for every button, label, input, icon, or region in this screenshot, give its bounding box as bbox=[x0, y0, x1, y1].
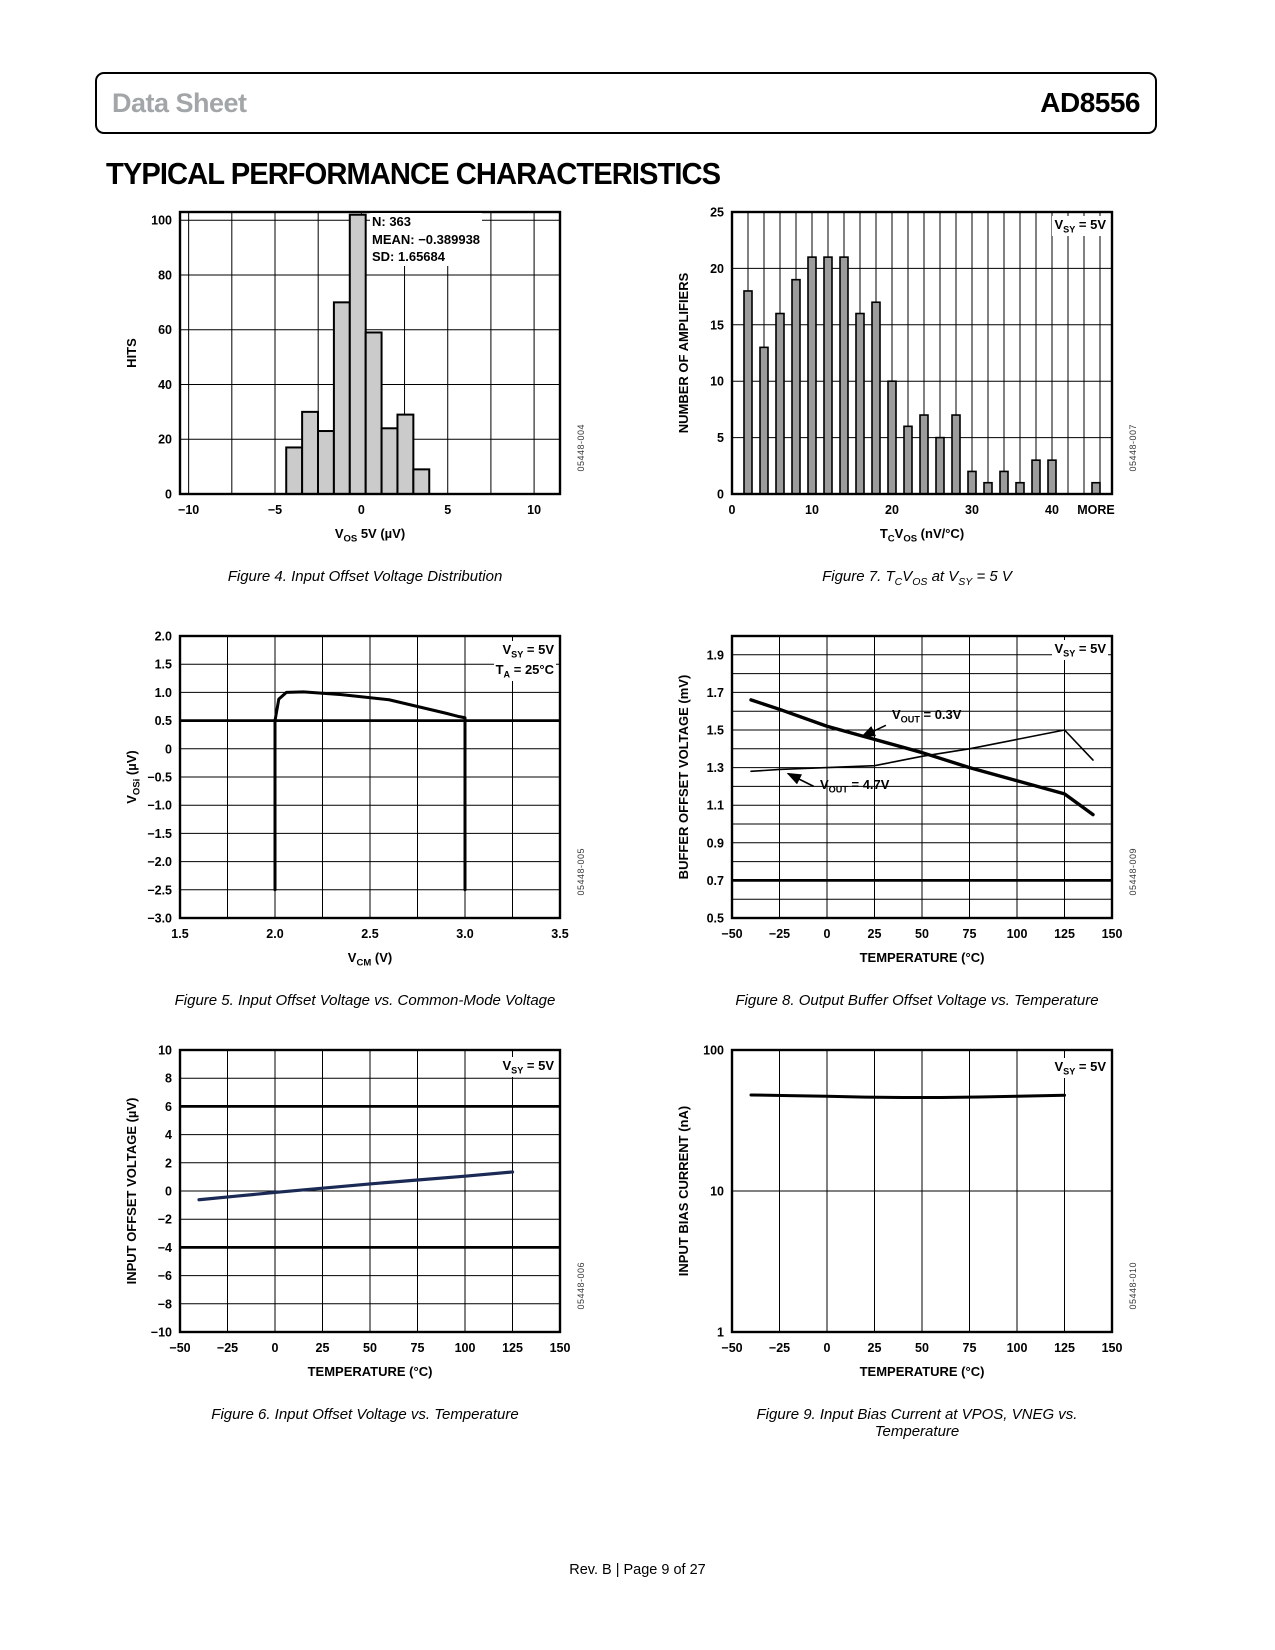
figure-8-plot bbox=[672, 620, 1142, 970]
x-tick-label: MORE bbox=[1077, 503, 1115, 517]
figure-7-plot bbox=[672, 196, 1142, 546]
y-axis-label: NUMBER OF AMPLIFIERS bbox=[676, 272, 691, 434]
histogram-bar bbox=[984, 483, 992, 494]
y-axis-label: INPUT OFFSET VOLTAGE (µV) bbox=[124, 1097, 139, 1285]
x-tick-label: 100 bbox=[1006, 1341, 1028, 1355]
section-title: TYPICAL PERFORMANCE CHARACTERISTICS bbox=[106, 156, 721, 191]
supply-annotation: $V_{SY} = 5V$ bbox=[502, 1058, 554, 1076]
x-tick-label: −25 bbox=[768, 1341, 791, 1355]
x-tick-label: 0 bbox=[271, 1341, 279, 1355]
histogram-bar bbox=[350, 215, 366, 494]
figure-9-id-code: 05448-010 bbox=[1128, 1262, 1138, 1310]
x-axis-label: $V_{OS}$ 5V (µV) bbox=[334, 526, 406, 545]
histogram-bar bbox=[936, 438, 944, 494]
y-tick-label: 1.7 bbox=[706, 685, 724, 700]
histogram-bar bbox=[968, 471, 976, 494]
histogram-bar bbox=[776, 314, 784, 494]
y-tick-label: 0.7 bbox=[706, 873, 724, 888]
y-tick-label: 60 bbox=[158, 323, 172, 338]
x-tick-label: 50 bbox=[915, 1341, 929, 1355]
figure-4-stats-box bbox=[370, 213, 482, 266]
figure-5-id-code: 05448-005 bbox=[576, 848, 586, 896]
y-tick-label: 1.5 bbox=[706, 723, 724, 738]
y-tick-label: 0 bbox=[717, 487, 724, 502]
y-tick-label: −4 bbox=[157, 1240, 172, 1255]
x-tick-label: 150 bbox=[549, 1341, 571, 1355]
x-tick-label: 40 bbox=[1045, 503, 1059, 517]
histogram-bar bbox=[318, 431, 334, 494]
figure-4-chart bbox=[120, 196, 590, 626]
histogram-bar bbox=[413, 469, 429, 494]
x-tick-label: 125 bbox=[1054, 1341, 1075, 1355]
x-tick-label: 10 bbox=[527, 503, 542, 517]
y-tick-label: 8 bbox=[165, 1071, 172, 1086]
figure-7-id-code: 05448-007 bbox=[1128, 424, 1138, 472]
stats-sd: SD: 1.65684 bbox=[372, 249, 445, 265]
x-tick-label: 20 bbox=[885, 503, 899, 517]
histogram-bar bbox=[808, 257, 816, 494]
figure-4-caption: Figure 4. Input Offset Voltage Distribution bbox=[227, 568, 503, 585]
supply-annotation: $V_{SY} = 5V$ bbox=[502, 642, 554, 660]
x-tick-label: −25 bbox=[768, 927, 791, 941]
x-axis-label: TEMPERATURE (°C) bbox=[307, 1364, 433, 1379]
y-tick-label: 5 bbox=[717, 431, 724, 446]
x-axis-label: TEMPERATURE (°C) bbox=[859, 950, 985, 965]
x-axis-label: $V_{CM}$ (V) bbox=[347, 950, 393, 969]
x-axis-label: $T_CV_{OS}$ (nV/°C) bbox=[879, 526, 965, 545]
figure-6-caption: Figure 6. Input Offset Voltage vs. Temperature bbox=[211, 1406, 519, 1423]
figure-6-plot bbox=[120, 1034, 590, 1384]
y-tick-label: −10 bbox=[150, 1325, 172, 1340]
y-tick-label: 40 bbox=[158, 377, 172, 392]
histogram-bar bbox=[760, 347, 768, 494]
x-tick-label: 0 bbox=[823, 1341, 831, 1355]
histogram-bar bbox=[952, 415, 960, 494]
y-tick-label: −3.0 bbox=[147, 911, 172, 926]
histogram-bar bbox=[744, 291, 752, 494]
x-tick-label: −50 bbox=[169, 1341, 191, 1355]
x-tick-label: −5 bbox=[267, 503, 283, 517]
y-tick-label: 1.1 bbox=[706, 798, 724, 813]
x-tick-label: 150 bbox=[1101, 1341, 1123, 1355]
histogram-bar bbox=[792, 280, 800, 494]
y-tick-label: 10 bbox=[710, 1184, 724, 1199]
y-tick-label: 2 bbox=[165, 1156, 172, 1171]
y-tick-label: 10 bbox=[158, 1043, 172, 1058]
x-tick-label: −10 bbox=[178, 503, 200, 517]
figure-7-chart bbox=[672, 196, 1142, 626]
figure-8-id-code: 05448-009 bbox=[1128, 848, 1138, 896]
histogram-bar bbox=[366, 332, 382, 494]
histogram-bar bbox=[920, 415, 928, 494]
y-tick-label: 1.9 bbox=[706, 648, 724, 663]
figure-6-chart bbox=[120, 1034, 590, 1464]
y-tick-label: −6 bbox=[157, 1269, 172, 1284]
supply-annotation: $V_{SY} = 5V$ bbox=[1054, 641, 1106, 659]
y-tick-label: 20 bbox=[710, 261, 724, 276]
x-tick-label: −50 bbox=[721, 927, 743, 941]
x-tick-label: 0 bbox=[823, 927, 831, 941]
figure-9-caption: Figure 9. Input Bias Current at VPOS, VNEG vs. Temperature bbox=[756, 1406, 1078, 1440]
stats-mean: MEAN: −0.389938 bbox=[372, 231, 481, 247]
histogram-bar bbox=[1092, 483, 1100, 494]
figure-9-chart bbox=[672, 1034, 1142, 1464]
y-tick-label: −2.0 bbox=[147, 855, 172, 870]
x-tick-label: 1.5 bbox=[171, 927, 189, 941]
histogram-bar bbox=[1032, 460, 1040, 494]
histogram-bar bbox=[856, 314, 864, 494]
series-label-vout-4v7: $V_{OUT} = 4.7V$ bbox=[820, 777, 890, 795]
x-tick-label: 75 bbox=[962, 1341, 977, 1355]
part-number: AD8556 bbox=[1040, 87, 1140, 118]
histogram-bar bbox=[397, 415, 413, 494]
figure-5-caption: Figure 5. Input Offset Voltage vs. Common-Mode Voltage bbox=[174, 992, 556, 1009]
y-tick-label: 80 bbox=[158, 268, 172, 283]
y-tick-label: 1.0 bbox=[154, 685, 172, 700]
y-tick-label: 1 bbox=[717, 1325, 724, 1340]
x-tick-label: 100 bbox=[1006, 927, 1028, 941]
histogram-bar bbox=[302, 412, 318, 494]
y-tick-label: −1.0 bbox=[147, 798, 172, 813]
x-tick-label: 125 bbox=[502, 1341, 523, 1355]
y-tick-label: −1.5 bbox=[147, 826, 172, 841]
y-tick-label: 0 bbox=[165, 1184, 172, 1199]
x-tick-label: 3.0 bbox=[456, 927, 474, 941]
y-tick-label: −8 bbox=[157, 1297, 172, 1312]
y-tick-label: 0 bbox=[165, 487, 172, 502]
annotation-arrow bbox=[788, 774, 814, 787]
histogram-bar bbox=[1048, 460, 1056, 494]
conditions-annotation bbox=[494, 641, 556, 681]
x-tick-label: −50 bbox=[721, 1341, 743, 1355]
y-tick-label: 15 bbox=[710, 318, 724, 333]
figure-4-id-code: 05448-004 bbox=[576, 424, 586, 472]
x-tick-label: 50 bbox=[363, 1341, 377, 1355]
x-tick-label: 25 bbox=[315, 1341, 330, 1355]
y-axis-label: INPUT BIAS CURRENT (nA) bbox=[676, 1105, 691, 1277]
y-tick-label: 10 bbox=[710, 374, 724, 389]
x-tick-label: 25 bbox=[867, 927, 882, 941]
figure-9-plot bbox=[672, 1034, 1142, 1384]
histogram-bar bbox=[1000, 471, 1008, 494]
figure-8-caption: Figure 8. Output Buffer Offset Voltage vs. Temperature bbox=[735, 992, 1099, 1009]
figure-8-chart bbox=[672, 620, 1142, 1050]
y-tick-label: −0.5 bbox=[147, 770, 172, 785]
header-bar bbox=[95, 72, 1157, 134]
y-tick-label: 1.3 bbox=[706, 761, 724, 776]
x-tick-label: −25 bbox=[216, 1341, 239, 1355]
x-tick-label: 2.5 bbox=[361, 927, 379, 941]
figure-7-caption: Figure 7. $T_CV_{OS}$ at $V_{SY} = 5$ V bbox=[822, 568, 1012, 588]
y-axis-label: $V_{OSi}$ (µV) bbox=[124, 750, 143, 804]
histogram-bar bbox=[334, 302, 350, 494]
figure-6-id-code: 05448-006 bbox=[576, 1262, 586, 1310]
histogram-bar bbox=[840, 257, 848, 494]
x-tick-label: 25 bbox=[867, 1341, 882, 1355]
y-tick-label: 1.5 bbox=[154, 657, 172, 672]
x-tick-label: 150 bbox=[1101, 927, 1123, 941]
figure-4-plot bbox=[120, 196, 590, 546]
y-tick-label: 6 bbox=[165, 1099, 172, 1114]
x-tick-label: 125 bbox=[1054, 927, 1075, 941]
y-axis-label: BUFFER OFFSET VOLTAGE (mV) bbox=[676, 674, 691, 880]
y-tick-label: 0.5 bbox=[154, 714, 172, 729]
series-label-vout-0v3: $V_{OUT} = 0.3V$ bbox=[892, 707, 962, 725]
histogram-bar bbox=[872, 302, 880, 494]
y-tick-label: 20 bbox=[158, 432, 172, 447]
figure-5-chart bbox=[120, 620, 590, 1050]
y-tick-label: 4 bbox=[165, 1128, 172, 1143]
y-tick-label: 0 bbox=[165, 742, 172, 757]
histogram-bar bbox=[1016, 483, 1024, 494]
histogram-bar bbox=[382, 428, 398, 494]
y-tick-label: 0.9 bbox=[706, 836, 724, 851]
x-tick-label: 75 bbox=[410, 1341, 425, 1355]
x-tick-label: 75 bbox=[962, 927, 977, 941]
y-tick-label: 100 bbox=[703, 1043, 724, 1058]
doc-type-label: Data Sheet bbox=[112, 87, 247, 118]
series-line bbox=[751, 1095, 1065, 1098]
x-axis-label: TEMPERATURE (°C) bbox=[859, 1364, 985, 1379]
x-tick-label: 0 bbox=[357, 503, 365, 517]
y-tick-label: −2.5 bbox=[147, 883, 172, 898]
y-tick-label: 0.5 bbox=[706, 911, 724, 926]
x-tick-label: 10 bbox=[805, 503, 819, 517]
x-tick-label: 3.5 bbox=[551, 927, 569, 941]
histogram-bar bbox=[286, 447, 302, 494]
y-tick-label: 100 bbox=[151, 213, 172, 228]
x-tick-label: 100 bbox=[454, 1341, 476, 1355]
x-tick-label: 2.0 bbox=[266, 927, 284, 941]
y-tick-label: −2 bbox=[157, 1212, 172, 1227]
x-tick-label: 5 bbox=[444, 503, 452, 517]
supply-annotation: $V_{SY} = 5V$ bbox=[1054, 217, 1106, 235]
x-tick-label: 0 bbox=[728, 503, 736, 517]
histogram-bar bbox=[888, 381, 896, 494]
temperature-annotation: $T_A = 25^\circ C$ bbox=[495, 661, 554, 680]
histogram-bar bbox=[904, 426, 912, 494]
x-tick-label: 30 bbox=[965, 503, 979, 517]
histogram-bar bbox=[824, 257, 832, 494]
y-tick-label: 2.0 bbox=[154, 629, 172, 644]
x-tick-label: 50 bbox=[915, 927, 929, 941]
y-axis-label: HITS bbox=[124, 338, 139, 368]
page-footer: Rev. B | Page 9 of 27 bbox=[569, 1562, 706, 1578]
y-tick-label: 25 bbox=[710, 205, 724, 220]
supply-annotation: $V_{SY} = 5V$ bbox=[1054, 1059, 1106, 1077]
stats-n: N: 363 bbox=[372, 214, 412, 229]
